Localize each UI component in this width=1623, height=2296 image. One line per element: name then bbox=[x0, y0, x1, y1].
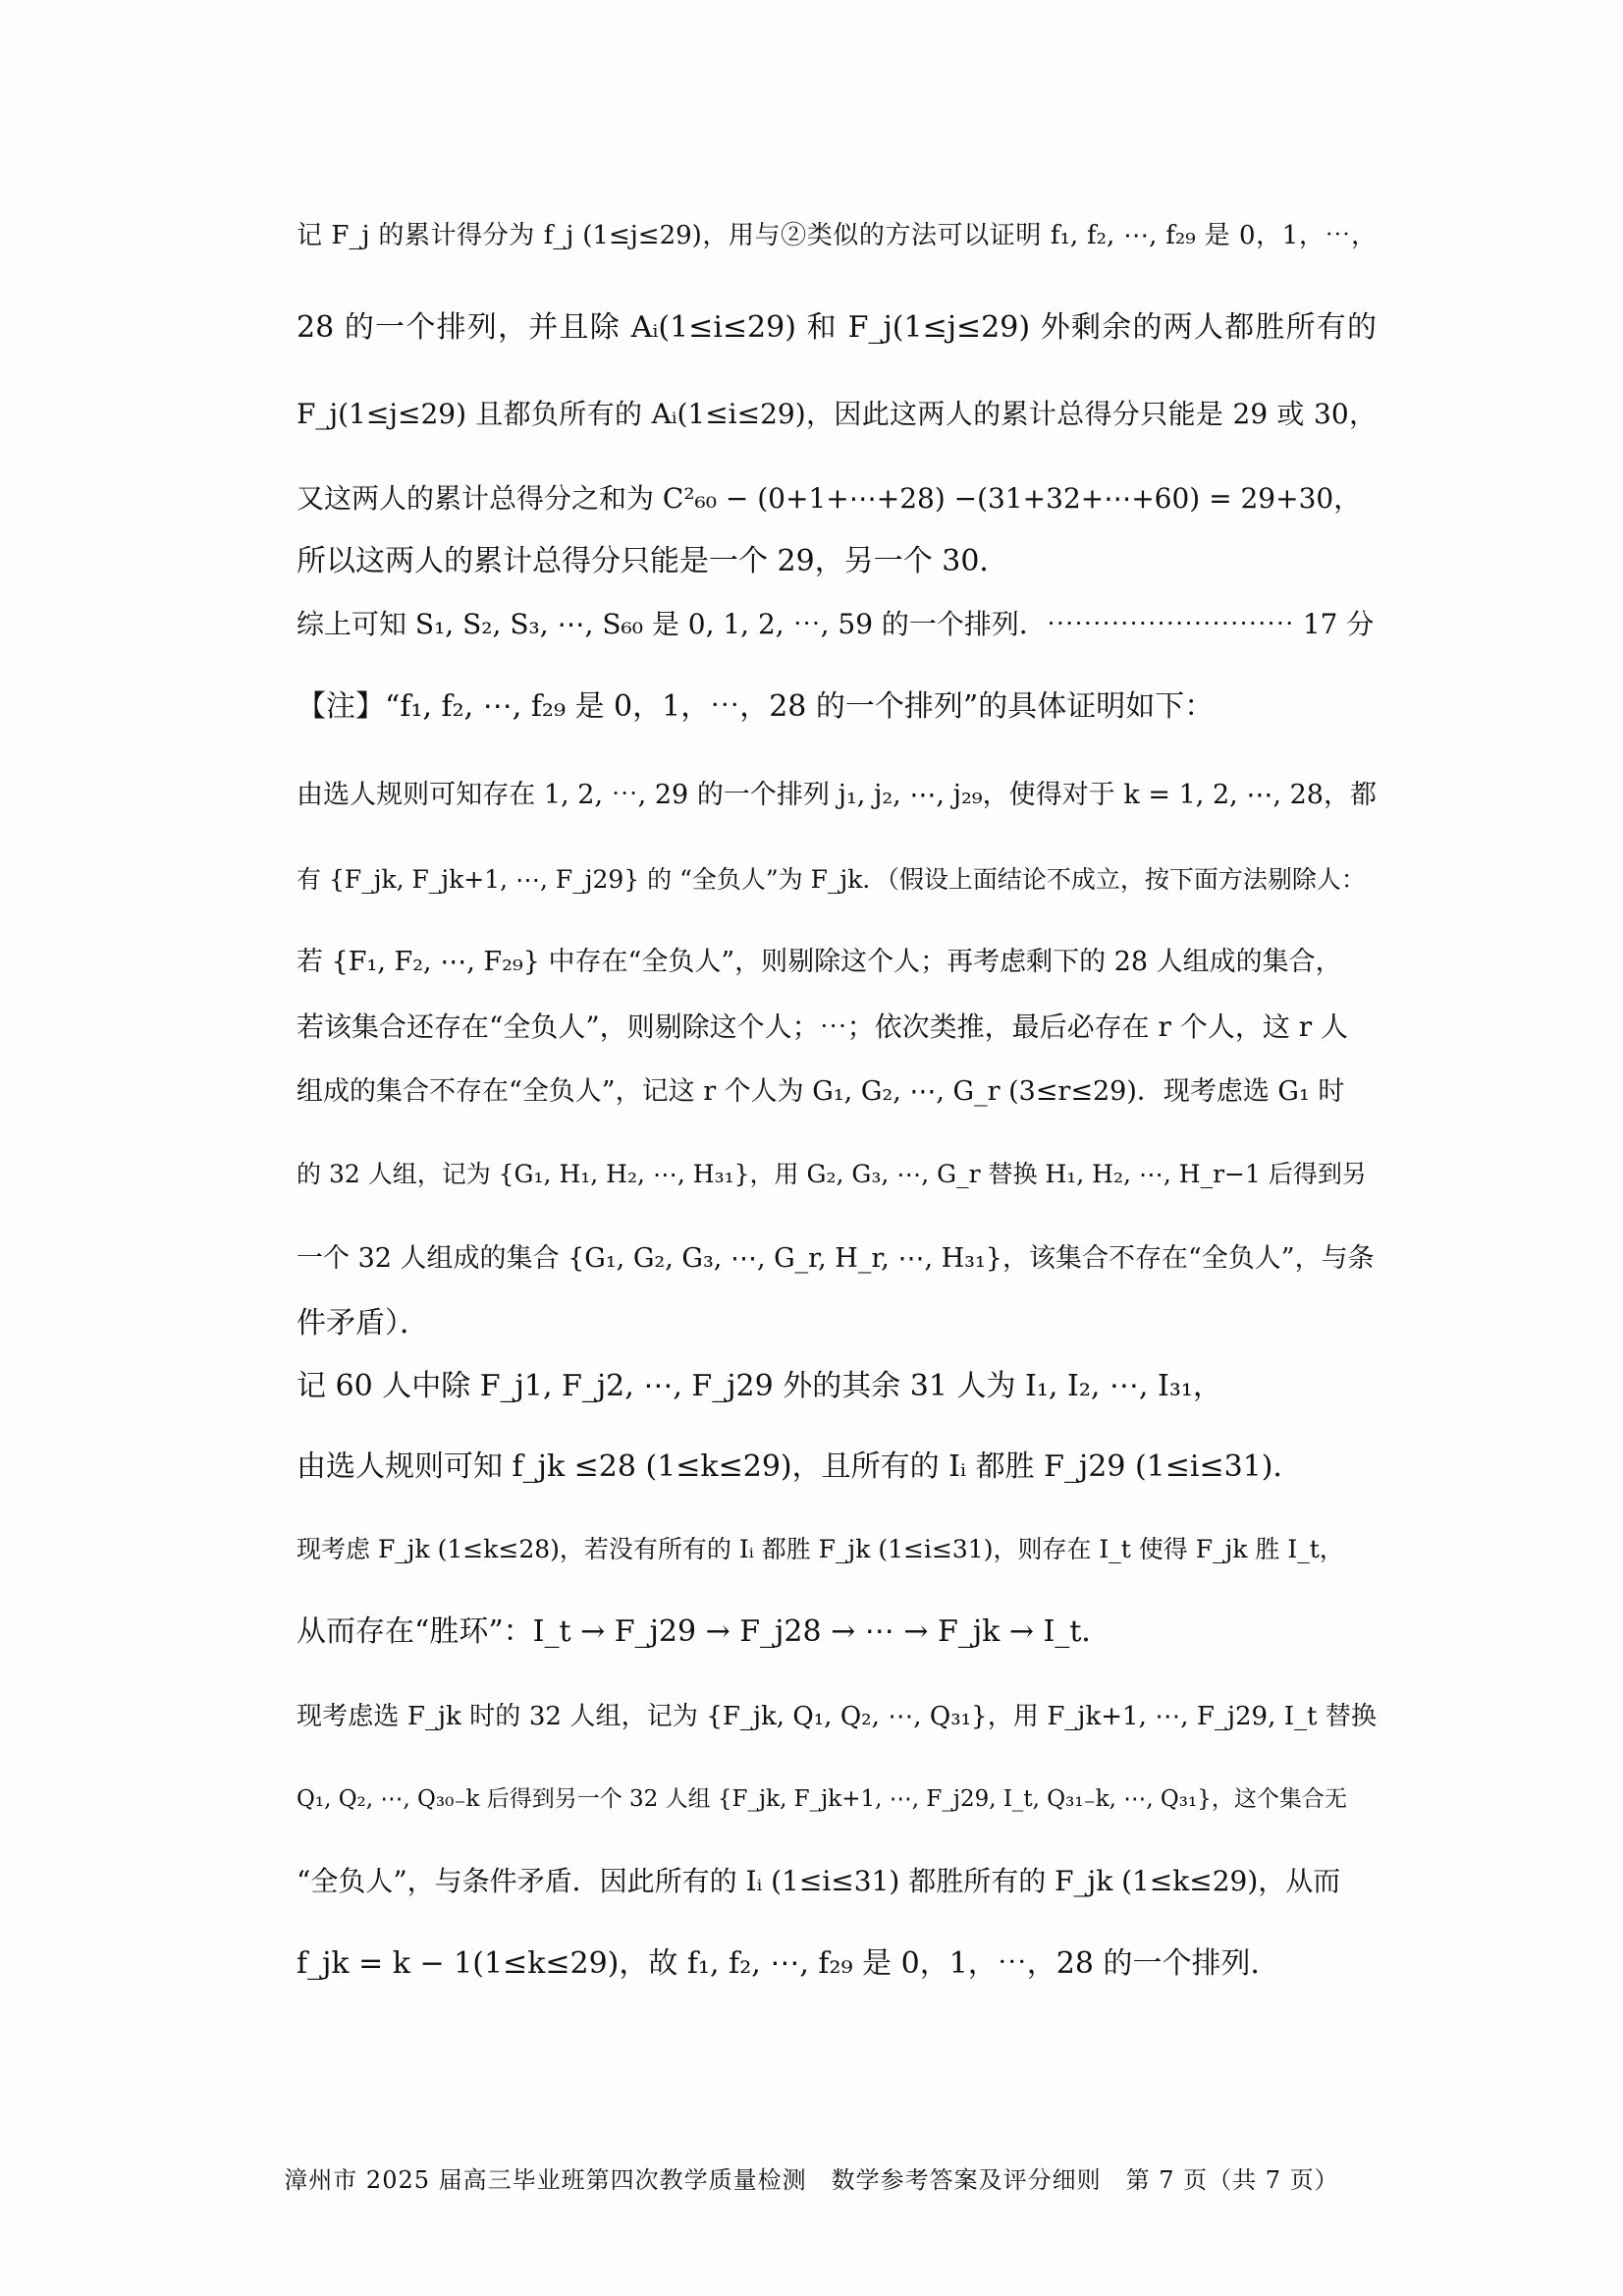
text-line-5: 所以这两人的累计总得分只能是一个 29，另一个 30． bbox=[297, 544, 1009, 578]
text-line-15: 件矛盾）． bbox=[297, 1306, 429, 1340]
text-line-13: 的 32 人组，记为 {G₁, H₁, H₂, ⋯, H₃₁}，用 G₂, G₃, ⋯, G_r 替换 H₁, H₂, ⋯, H_r−1 后得到另 bbox=[297, 1160, 1367, 1188]
text-line-19: 从而存在“胜环”：I_t → F_j29 → F_j28 → ⋯ → F_jk → I_t． bbox=[297, 1614, 1111, 1649]
text-line-7: 【注】“f₁, f₂, ⋯, f₂₉ 是 0，1，⋯，28 的一个排列”的具体证明如下： bbox=[297, 689, 1215, 724]
text-line-4: 又这两人的累计总得分之和为 C²₆₀ − (0+1+⋯+28) −(31+32+⋯+60) = 29+30， bbox=[297, 482, 1362, 515]
text-line-22: “全负人”，与条件矛盾．因此所有的 Iᵢ (1≤i≤31) 都胜所有的 F_jk (1≤k≤29)，从而 bbox=[297, 1865, 1341, 1897]
text-line-11: 若该集合还存在“全负人”，则剔除这个人；⋯；依次类推，最后必存在 r 个人，这 r 人 bbox=[297, 1011, 1349, 1043]
text-line-12: 组成的集合不存在“全负人”，记这 r 个人为 G₁, G₂, ⋯, G_r (3≤r≤29)．现考虑选 G₁ 时 bbox=[297, 1076, 1345, 1107]
text-line-18: 现考虑 F_jk (1≤k≤28)，若没有所有的 Iᵢ 都胜 F_jk (1≤i≤31)，则存在 I_t 使得 F_jk 胜 I_t， bbox=[297, 1535, 1344, 1563]
text-line-20: 现考虑选 F_jk 时的 32 人组，记为 {F_jk, Q₁, Q₂, ⋯, Q₃₁}，用 F_jk+1, ⋯, F_j29, I_t 替换 bbox=[297, 1702, 1377, 1731]
text-line-16: 记 60 人中除 F_j1, F_j2, ⋯, F_j29 外的其余 31 人为 I₁, I₂, ⋯, I₃₁， bbox=[297, 1369, 1222, 1403]
text-line-8: 由选人规则可知存在 1, 2, ⋯, 29 的一个排列 j₁, j₂, ⋯, j₂₉，使得对于 k = 1, 2, ⋯, 28，都 bbox=[297, 780, 1377, 810]
text-line-14: 一个 32 人组成的集合 {G₁, G₂, G₃, ⋯, G_r, H_r, ⋯, H₃₁}，该集合不存在“全负人”，与条 bbox=[297, 1243, 1375, 1274]
text-line-6: 综上可知 S₁, S₂, S₃, ⋯, S₆₀ 是 0, 1, 2, ⋯, 59 的一个排列．⋯⋯⋯⋯⋯⋯⋯⋯⋯ 17 分 bbox=[297, 608, 1375, 640]
page-footer: 漳州市 2025 届高三毕业班第四次教学质量检测 数学参考答案及评分细则 第 7 页（共 7 页） bbox=[284, 2166, 1339, 2194]
text-line-3: F_j(1≤j≤29) 且都负所有的 Aᵢ(1≤i≤29)，因此这两人的累计总得分只能是 29 或 30， bbox=[297, 398, 1377, 430]
text-line-2: 28 的一个排列，并且除 Aᵢ(1≤i≤29) 和 F_j(1≤j≤29) 外剩余的两人都胜所有的 bbox=[297, 310, 1377, 345]
text-line-9: 有 {F_jk, F_jk+1, ⋯, F_j29} 的 “全负人”为 F_jk．（假设上面结论不成立，按下面方法剔除人： bbox=[297, 865, 1366, 894]
text-line-17: 由选人规则可知 f_jk ≤28 (1≤k≤29)，且所有的 Iᵢ 都胜 F_j29 (1≤i≤31)． bbox=[297, 1449, 1303, 1484]
text-line-1: 记 F_j 的累计得分为 f_j (1≤j≤29)，用与②类似的方法可以证明 f₁, f₂, ⋯, f₂₉ 是 0，1，⋯， bbox=[297, 221, 1377, 250]
text-line-21: Q₁, Q₂, ⋯, Q₃₀₋k 后得到另一个 32 人组 {F_jk, F_jk+1, ⋯, F_j29, I_t, Q₃₁₋k, ⋯, Q₃₁}，这个集合无 bbox=[297, 1786, 1347, 1812]
text-line-23: f_jk = k − 1(1≤k≤29)，故 f₁, f₂, ⋯, f₂₉ 是 0，1，⋯，28 的一个排列． bbox=[297, 1946, 1280, 1981]
text-line-10: 若 {F₁, F₂, ⋯, F₂₉} 中存在“全负人”，则剔除这个人；再考虑剩下的 28 人组成的集合， bbox=[297, 947, 1342, 977]
